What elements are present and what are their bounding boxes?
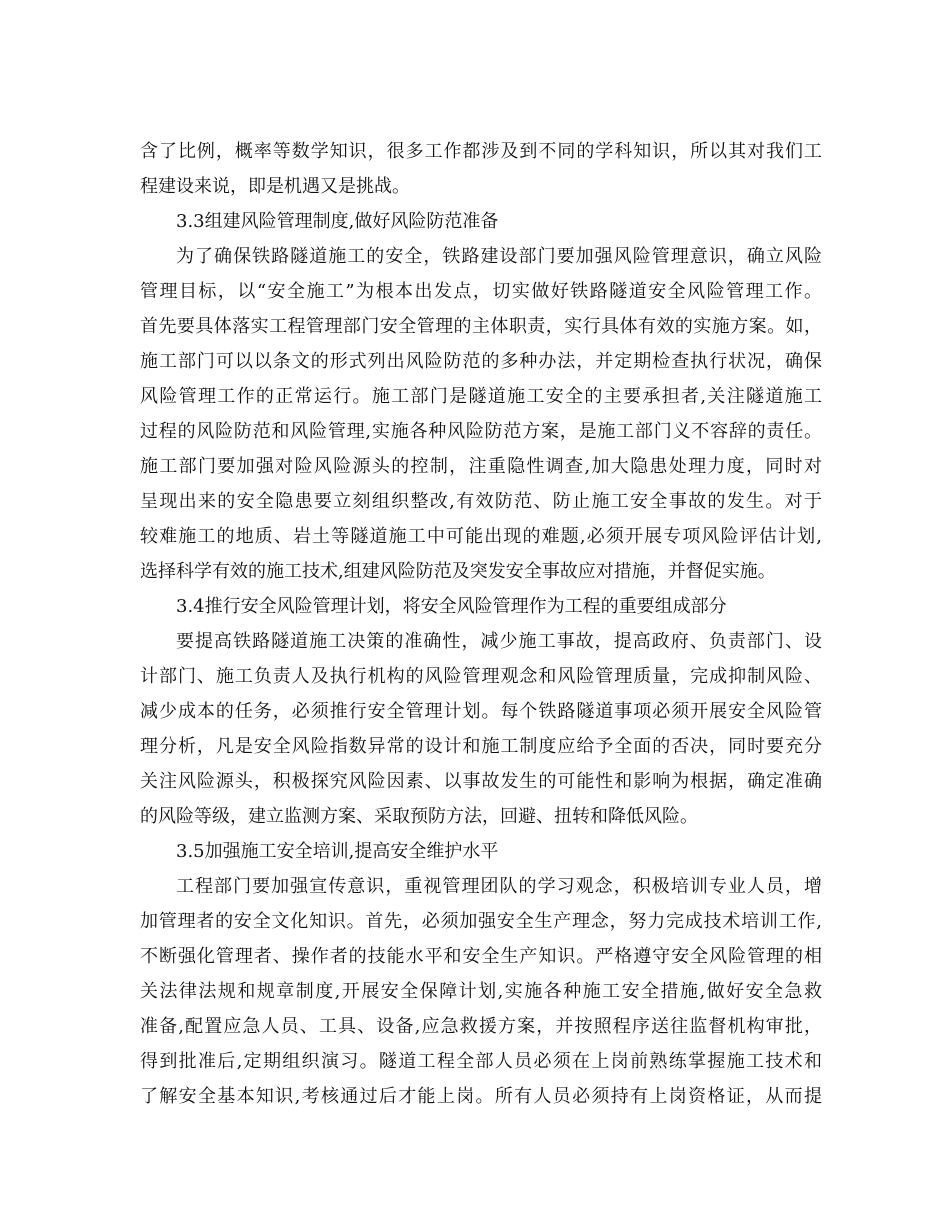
section-heading: 3.5加强施工安全培训,提高安全维护水平 [176, 841, 499, 862]
text-line: 为了确保铁路隧道施工的安全，铁路建设部门要加强风险管理意识，确立风险 [176, 246, 822, 267]
text-line: 选择科学有效的施工技术,组建风险防范及突发安全事故应对措施，并督促实施。 [140, 561, 776, 582]
text-line: 程建设来说，即是机遇又是挑战。 [140, 176, 410, 197]
text-line: 较难施工的地质、岩土等隧道施工中可能出现的难题,必须开展专项风险评估计划, [140, 526, 822, 547]
text-line: 不断强化管理者、操作者的技能水平和安全生产知识。严格遵守安全风险管理的相 [140, 946, 822, 967]
text-line: 计部门、施工负责人及执行机构的风险管理观念和风险管理质量，完成抑制风险、 [140, 666, 822, 687]
text-line: 关注风险源头，积极探究风险因素、以事故发生的可能性和影响为根据，确定准确 [140, 771, 822, 792]
text-line: 理分析，凡是安全风险指数异常的设计和施工制度应给予全面的否决，同时要充分 [140, 736, 822, 757]
text-line: 加管理者的安全文化知识。首先，必须加强安全生产理念，努力完成技术培训工作, [140, 911, 822, 932]
text-line: 施工部门可以以条文的形式列出风险防范的多种办法，并定期检查执行状况，确保 [140, 351, 822, 372]
text-line: 关法律法规和规章制度,开展安全保障计划,实施各种施工安全措施,做好安全急救 [140, 981, 822, 1002]
text-line: 呈现出来的安全隐患要立刻组织整改,有效防范、防止施工安全事故的发生。对于 [140, 491, 822, 512]
text-line: 首先要具体落实工程管理部门安全管理的主体职责，实行具体有效的实施方案。如， [140, 316, 822, 337]
section-heading: 3.4推行安全风险管理计划，将安全风险管理作为工程的重要组成部分 [176, 596, 727, 617]
text-line: 准备,配置应急人员、工具、设备,应急救援方案，并按照程序送往监督机构审批， [140, 1016, 822, 1037]
text-line: 的风险等级，建立监测方案、采取预防方法，回避、扭转和降低风险。 [140, 806, 698, 827]
text-line: 含了比例，概率等数学知识，很多工作都涉及到不同的学科知识，所以其对我们工 [140, 141, 822, 162]
text-line: 管理目标，以“安全施工”为根本出发点，切实做好铁路隧道安全风险管理工作。 [140, 281, 822, 302]
text-line: 过程的风险防范和风险管理,实施各种风险防范方案，是施工部门义不容辞的责任。 [140, 421, 822, 442]
text-line: 要提高铁路隧道施工决策的准确性，减少施工事故，提高政府、负责部门、设 [176, 631, 822, 652]
section-heading: 3.3组建风险管理制度,做好风险防范准备 [176, 211, 499, 232]
text-line: 了解安全基本知识,考核通过后才能上岗。所有人员必须持有上岗资格证，从而提 [140, 1086, 822, 1107]
text-line: 施工部门要加强对险风险源头的控制，注重隐性调查,加大隐患处理力度，同时对 [140, 456, 822, 477]
document-body [140, 134, 822, 1114]
text-line: 风险管理工作的正常运行。施工部门是隧道施工安全的主要承担者,关注隧道施工 [140, 386, 822, 407]
text-line: 工程部门要加强宣传意识，重视管理团队的学习观念，积极培训专业人员，增 [176, 876, 822, 897]
text-line: 得到批准后,定期组织演习。隧道工程全部人员必须在上岗前熟练掌握施工技术和 [140, 1051, 822, 1072]
text-line: 减少成本的任务，必须推行安全管理计划。每个铁路隧道事项必须开展安全风险管 [140, 701, 822, 722]
